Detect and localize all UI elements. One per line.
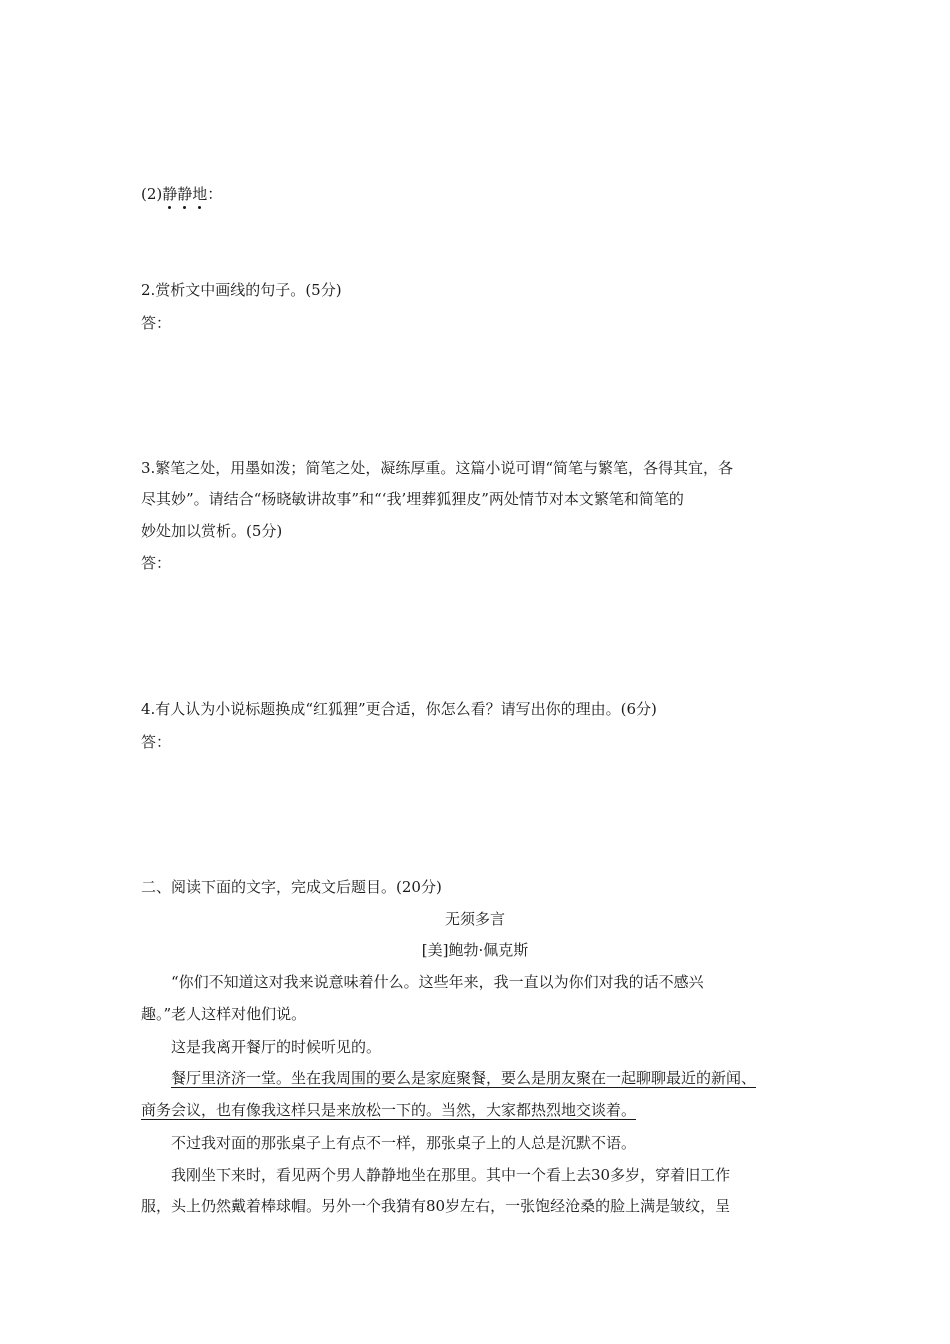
paragraph-line: 我刚坐下来时，看见两个男人静静地坐在那里。其中一个看上去30多岁，穿着旧工作 xyxy=(171,1166,731,1184)
question-4-answer-label: 答： xyxy=(141,733,172,751)
question-3-line: 3.繁笔之处，用墨如泼；简笔之处，凝练厚重。这篇小说可谓“简笔与繁笔，各得其宜，各 xyxy=(141,459,733,477)
question-2: 2.赏析文中画线的句子。(5分) xyxy=(141,281,342,299)
article-author: [美]鲍勃·佩克斯 xyxy=(421,941,529,959)
paragraph-line: “你们不知道这对我来说意味着什么。这些年来，我一直以为你们对我的话不感兴 xyxy=(171,973,704,991)
emphasized-char: 静 xyxy=(177,185,193,203)
underlined-sentence: 餐厅里济济一堂。坐在我周围的要么是家庭聚餐，要么是朋友聚在一起聊聊最近的新闻、 xyxy=(171,1069,757,1087)
item-number: (2) xyxy=(141,185,163,203)
section-2-heading: 二、阅读下面的文字，完成文后题目。(20分) xyxy=(141,878,442,896)
question-4: 4.有人认为小说标题换成“红狐狸”更合适，你怎么看？请写出你的理由。(6分) xyxy=(141,700,657,718)
question-1-2 xyxy=(141,184,222,204)
question-2-answer-label: 答： xyxy=(141,314,172,332)
emphasized-char: 地 xyxy=(192,185,208,203)
question-3-answer-label: 答： xyxy=(141,554,172,572)
emphasized-char: 静 xyxy=(162,185,178,203)
paragraph-line: 不过我对面的那张桌子上有点不一样，那张桌子上的人总是沉默不语。 xyxy=(171,1134,637,1152)
paragraph-line: 趣。”老人这样对他们说。 xyxy=(141,1005,307,1023)
article-title: 无须多言 xyxy=(444,910,505,928)
paragraph-line: 这是我离开餐厅的时候听见的。 xyxy=(171,1038,382,1056)
colon: ： xyxy=(207,185,223,203)
paragraph-line: 服，头上仍然戴着棒球帽。另外一个我猜有80岁左右，一张饱经沧桑的脸上满是皱纹，呈 xyxy=(141,1197,731,1215)
question-3-line: 尽其妙”。请结合“杨晓敏讲故事”和“‘我’埋葬狐狸皮”两处情节对本文繁笔和简笔的 xyxy=(141,490,684,508)
question-3-line: 妙处加以赏析。(5分) xyxy=(141,522,283,540)
underlined-sentence: 商务会议，也有像我这样只是来放松一下的。当然，大家都热烈地交谈着。 xyxy=(141,1101,637,1119)
